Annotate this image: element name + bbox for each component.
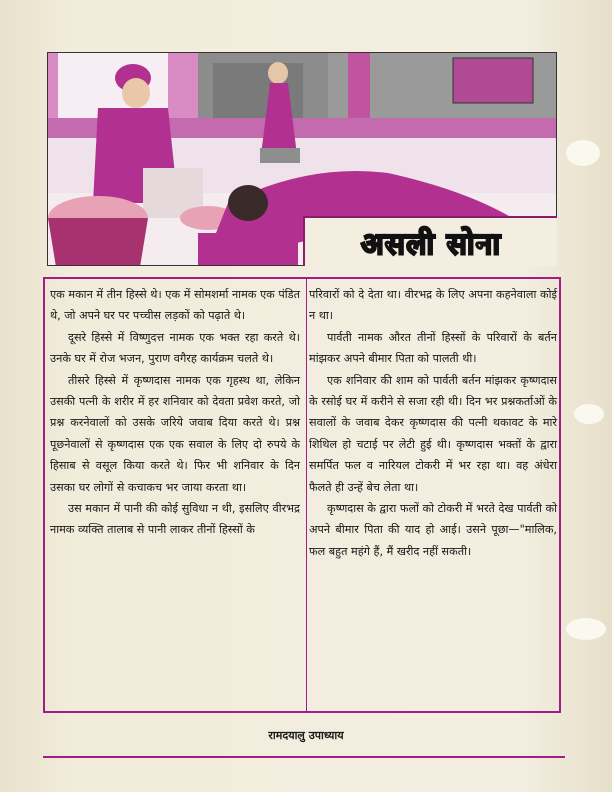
footer-rule (43, 756, 565, 758)
paragraph: दूसरे हिस्से में विष्णुदत्त नामक एक भक्त रहा करते थे। उनके घर में रोज भजन, पुराण वगैरह कार्यक्रम चलते थे। (50, 330, 300, 366)
paper-tear (574, 404, 604, 424)
paragraph: पार्वती नामक औरत तीनों हिस्सों के परिवारों के बर्तन मांझकर अपने बीमार पिता को पालती थी। (309, 330, 557, 366)
paper-tear (566, 618, 606, 640)
paper-tear (566, 140, 600, 166)
author-name: रामदयालु उपाध्याय (268, 729, 344, 742)
paragraph: कृष्णदास के द्वारा फलों को टोकरी में भरते देख पार्वती को अपने बीमार पिता की याद हो आई। उसने पूछा—"मालिक, फल बहुत महंगे हैं, मैं खरीद नहीं सकती। (309, 502, 557, 558)
right-column (309, 284, 557, 562)
paragraph: तीसरे हिस्से में कृष्णदास नामक एक गृहस्थ था, लेकिन उसकी पत्नी के शरीर में हर शनिवार को देवता प्रवेश करते, जो प्रश्न करनेवालों को उसके जरिये जवाब दिया करते थे। प्रश्न पूछनेवालों से कृष्णदास एक एक सवाल के लिए दो रुपये के हिसाब से वसूल किया करते थे। फिर भी शनिवार के दिन उसका घर लोगों से कचाकच भर जाया करता था। (50, 373, 300, 494)
paragraph: उस मकान में पानी की कोई सुविधा न थी, इसलिए वीरभद्र नामक व्यक्ति तालाब से पानी लाकर तीनों हिस्सों के (50, 502, 300, 537)
paragraph: परिवारों को दे देता था। वीरभद्र के लिए अपना कहनेवाला कोई न था। (309, 288, 557, 323)
story-title: असली सोना (360, 226, 502, 262)
paragraph: एक शनिवार की शाम को पार्वती बर्तन मांझकर कृष्णदास के रसोई घर में करीने से सजा रही थी। दिन भर प्रश्नकर्ताओं के सवालों के जवाब देकर कृष्णदास की पत्नी थकावट के मारे शिथिल हो चटाई पर लेटी हुई थी। कृष्णदास भक्तों के द्वारा समर्पित फल व नारियल टोकरी में भर रहा था। वह अंधेरा फैलते ही उन्हें बेच लेता था। (309, 373, 557, 494)
left-column (50, 284, 300, 541)
column-divider (306, 279, 307, 711)
paragraph: एक मकान में तीन हिस्से थे। एक में सोमशर्मा नामक एक पंडित थे, जो अपने घर पर पच्चीस लड़कों को पढ़ाते थे। (50, 288, 300, 323)
story-title-box (303, 216, 557, 266)
